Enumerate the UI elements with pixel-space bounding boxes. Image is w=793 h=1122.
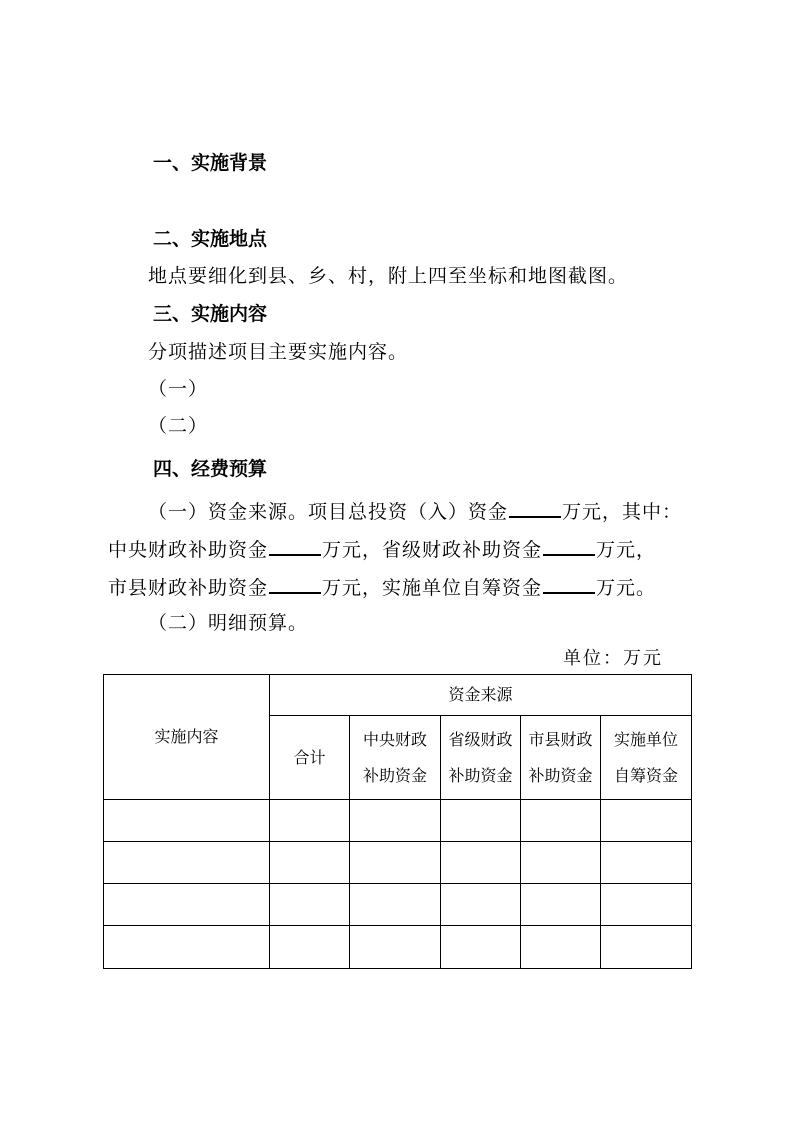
section-2-text: 地点要细化到县、乡、村，附上四至坐标和地图截图。 bbox=[148, 265, 629, 287]
funding-source-line-3 bbox=[108, 570, 656, 602]
table-cell bbox=[441, 926, 521, 969]
header-total: 合计 bbox=[270, 716, 350, 800]
section-3-text: 分项描述项目主要实施内容。 bbox=[148, 341, 409, 363]
table-cell bbox=[270, 884, 350, 926]
table-cell bbox=[270, 800, 350, 842]
county-fund-label: 市县财政补助资金 bbox=[108, 577, 269, 599]
section-1-heading: 一、实施背景 bbox=[153, 152, 268, 174]
table-cell bbox=[521, 926, 601, 969]
header-province-line-2: 补助资金 bbox=[448, 765, 513, 785]
table-cell bbox=[441, 800, 521, 842]
section-2-heading: 二、实施地点 bbox=[153, 228, 268, 250]
section-3-item-1: （一） bbox=[148, 378, 209, 400]
central-fund-label: 中央财政补助资金 bbox=[108, 539, 269, 561]
province-fund-label: 万元，省级财政补助资金 bbox=[322, 539, 543, 561]
header-province-line-1: 省级财政 bbox=[448, 729, 513, 749]
table-row bbox=[104, 926, 692, 969]
header-self-line-1: 实施单位 bbox=[614, 729, 679, 749]
table-cell bbox=[104, 926, 270, 969]
table-cell bbox=[441, 842, 521, 884]
central-fund-blank bbox=[269, 532, 321, 556]
self-fund-blank bbox=[543, 570, 595, 594]
table-cell bbox=[521, 884, 601, 926]
header-central-line-1: 中央财政 bbox=[362, 729, 427, 749]
table-cell bbox=[270, 926, 350, 969]
section-3-item-2: （二） bbox=[148, 415, 209, 437]
header-province bbox=[441, 716, 521, 800]
line-3-end: 万元。 bbox=[596, 577, 657, 599]
table-cell bbox=[104, 800, 270, 842]
table-cell bbox=[521, 842, 601, 884]
header-content: 实施内容 bbox=[104, 675, 270, 800]
table-cell bbox=[350, 842, 441, 884]
table-cell bbox=[104, 884, 270, 926]
table-row bbox=[104, 884, 692, 926]
section-4-heading: 四、经费预算 bbox=[153, 458, 268, 480]
table-cell bbox=[350, 800, 441, 842]
header-county-line-2: 补助资金 bbox=[528, 765, 593, 785]
funding-source-text-a: （一）资金来源。项目总投资（入）资金 bbox=[148, 501, 509, 523]
self-fund-label: 万元，实施单位自筹资金 bbox=[322, 577, 543, 599]
table-cell bbox=[521, 800, 601, 842]
table-cell bbox=[601, 800, 692, 842]
header-self bbox=[601, 716, 692, 800]
table-cell bbox=[104, 842, 270, 884]
county-fund-blank bbox=[269, 570, 321, 594]
province-fund-blank bbox=[543, 532, 595, 556]
line-2-end: 万元， bbox=[596, 539, 657, 561]
header-funding-source: 资金来源 bbox=[270, 675, 692, 716]
table-cell bbox=[601, 926, 692, 969]
funding-source-line-2 bbox=[108, 532, 656, 564]
table-cell bbox=[350, 926, 441, 969]
table-cell bbox=[270, 842, 350, 884]
header-self-line-2: 自筹资金 bbox=[614, 765, 679, 785]
budget-table bbox=[103, 674, 692, 969]
header-central-line-2: 补助资金 bbox=[362, 765, 427, 785]
table-cell bbox=[350, 884, 441, 926]
detailed-budget-heading: （二）明细预算。 bbox=[148, 612, 309, 634]
section-3-heading: 三、实施内容 bbox=[153, 303, 268, 325]
table-cell bbox=[601, 842, 692, 884]
header-central bbox=[350, 716, 441, 800]
header-county bbox=[521, 716, 601, 800]
funding-source-text-b: 万元，其中： bbox=[562, 501, 683, 523]
total-investment-blank bbox=[509, 494, 561, 518]
header-county-line-1: 市县财政 bbox=[528, 729, 593, 749]
unit-label: 单位：万元 bbox=[563, 648, 663, 669]
table-cell bbox=[601, 884, 692, 926]
table-row bbox=[104, 800, 692, 842]
table-cell bbox=[441, 884, 521, 926]
table-row bbox=[104, 842, 692, 884]
funding-source-line-1 bbox=[148, 494, 682, 526]
